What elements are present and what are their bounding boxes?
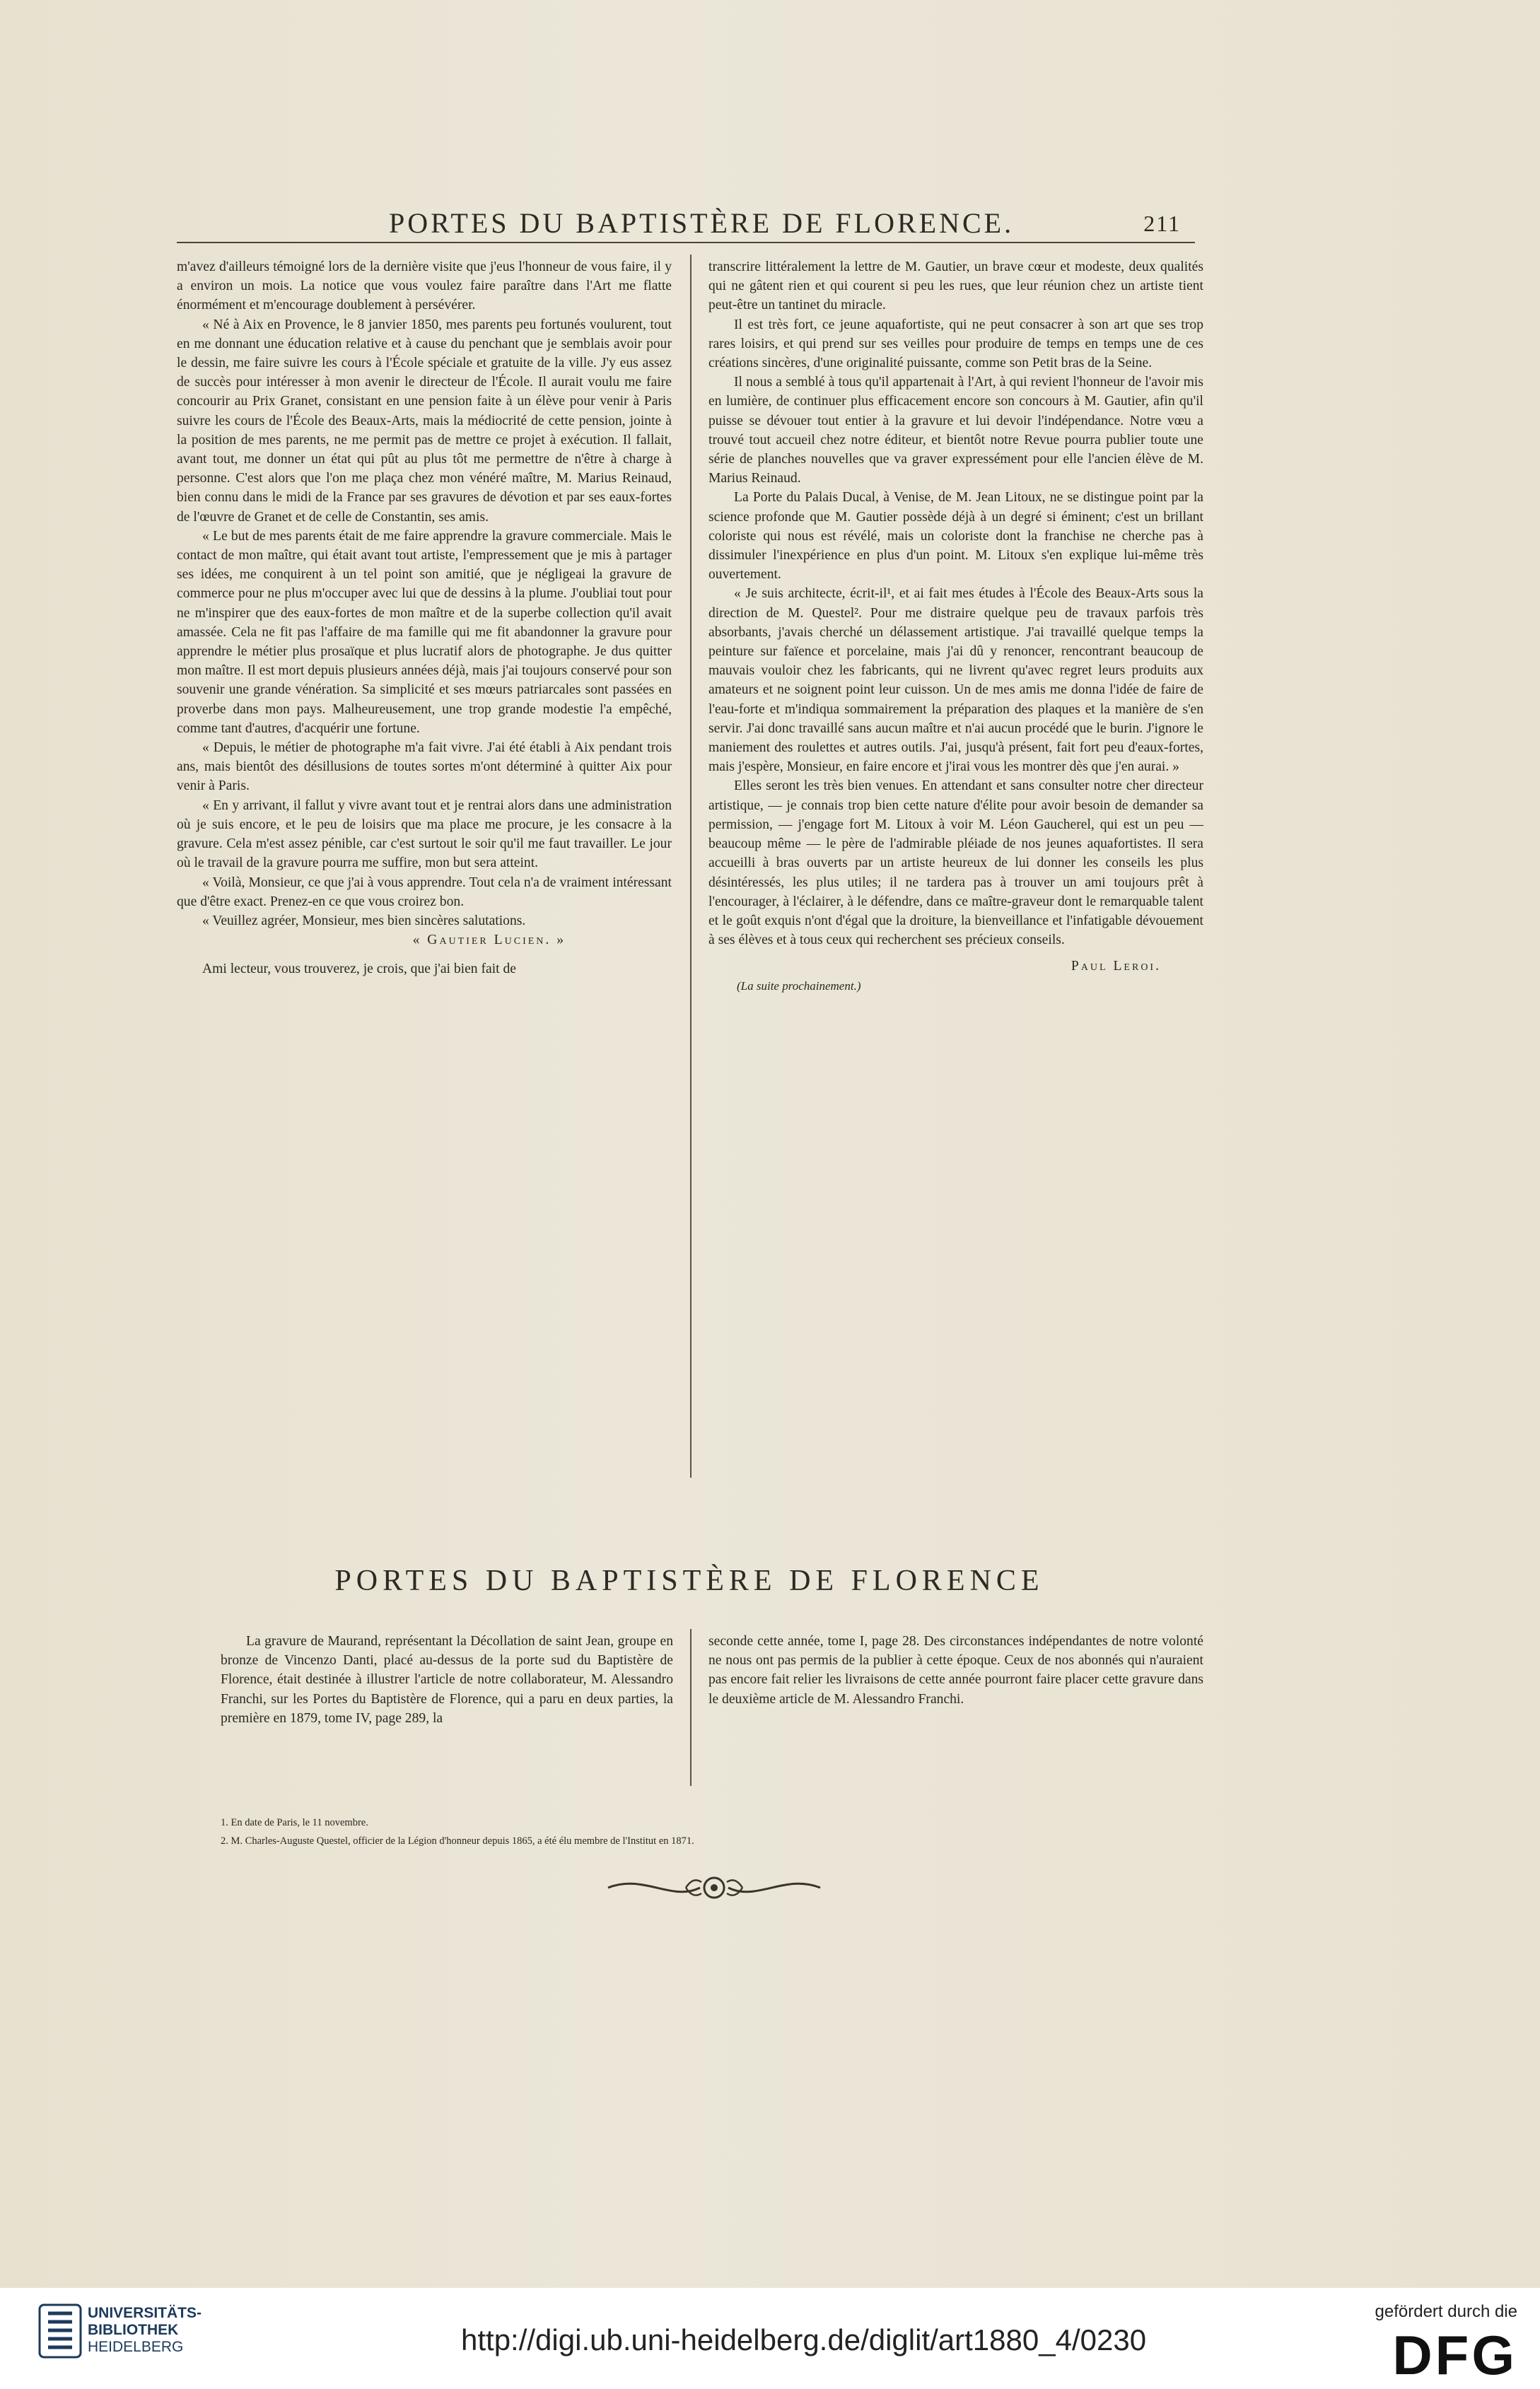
library-name-line: BIBLIOTHEK xyxy=(88,2322,179,2338)
section-right-column xyxy=(708,1632,1203,1709)
library-name xyxy=(88,2305,202,2356)
paragraph: « En y arrivant, il fallut y vivre avant tout et je rentrai alors dans une administration où je suis encore, et le peu de loisirs que ma place me procure, je les consacre à la gravure. Cela m'est assez pénible, car c'est surtout le soir qu'il me faut travailler. Le jour où le travail de la gravure pourra me suffire, mon but sera atteint. xyxy=(177,798,672,871)
paragraph: La gravure de Maurand, représentant la Décollation de saint Jean, groupe en bronze de Vincenzo Danti, placé au-dessus de la porte sud du Baptistère de Florence, était destinée à illustrer l'article de notre collaborateur, M. Alessandro Franchi, sur les Portes du Baptistère de Florence, qui a paru en deux parties, la première en 1879, tome IV, page 289, la xyxy=(221,1634,673,1726)
running-title: PORTES DU BAPTISTÈRE DE FLORENCE. xyxy=(389,207,1015,239)
paragraph: seconde cette année, tome I, page 28. Des circonstances indépendantes de notre volonté ne nous ont pas permis de la publier à cette époque. Ceux de nos abonnés qui n'auraient pas encore fait relier les livraisons de cette année pourront faire placer cette gravure dans le deuxième article de M. Alessandro Franchi. xyxy=(708,1634,1203,1707)
paragraph: Il nous a semblé à tous qu'il appartenait à l'Art, à qui revient l'honneur de l'avoir mis en lumière, de continuer plus efficacement encore son concours à M. Gautier, afin qu'il puisse se dévouer tout entier à la gravure et lui devoir l'indépendance. Notre vœu a trouvé tout accueil chez notre éditeur, et bientôt notre Revue pourra publier toute une série de planches nouvelles que va graver expressément pour elle l'ancien élève de M. Marius Reinaud. xyxy=(708,375,1203,486)
library-name-line: UNIVERSITÄTS- xyxy=(88,2305,202,2321)
paragraph: « Le but de mes parents était de me faire apprendre la gravure commerciale. Mais le contact de mon maître, qui était avant tout artiste, l'empressement que je mis à partager ses idées, me conquirent à un tel point son amitié, que je négligeai la gravure de commerce pour ne plus m'occuper avec lui que de dessins à la plume. J'oubliai tout pour ne m'inspirer que des eaux-fortes de mon maître et de la superbe collection qu'il avait amassée. Cela ne fit pas l'affaire de ma famille qui me fit abandonner la gravure pour apprendre le métier plus prosaïque et plus lucratif alors de photographe. Je dus quitter mon maître. Il est mort depuis plusieurs années déjà, mais j'ai toujours conservé pour son souvenir une grande vénération. Sa simplicité et ses mœurs patriarcales sont passées en proverbe dans mon pays. Malheureusement, une trop grande modestie l'a empêché, comme tant d'autres, d'acquérir une fortune. xyxy=(177,528,672,736)
footnote: 2. M. Charles-Auguste Questel, officier de la Légion d'honneur depuis 1865, a été élu membre de l'Institut en 1871. xyxy=(221,1835,694,1847)
permalink-url[interactable]: http://digi.ub.uni-heidelberg.de/diglit/art1880_4/0230 xyxy=(461,2323,1147,2356)
paragraph: « Veuillez agréer, Monsieur, mes bien sincères salutations. xyxy=(202,913,526,928)
page-number: 211 xyxy=(1143,211,1181,236)
column-rule xyxy=(690,255,692,1478)
running-head xyxy=(177,206,1195,243)
paragraph: Il est très fort, ce jeune aquafortiste, qui ne peut consacrer à son art que ses trop rares loisirs, et qui prend sur ses veilles pour produire de temps en temps une de ces créations sincères, d'une originalité puissante, comme son Petit bras de la Seine. xyxy=(708,317,1203,371)
author-signature: Paul Leroi. xyxy=(1071,959,1161,974)
section-left-column xyxy=(221,1632,673,1728)
paragraph: m'avez d'ailleurs témoigné lors de la dernière visite que j'eus l'honneur de vous faire, il y a environ un mois. La notice que vous voulez faire paraître dans l'Art me flatte énormément et m'encourage doublement à persévérer. xyxy=(177,259,672,313)
paragraph: La Porte du Palais Ducal, à Venise, de M. Jean Litoux, ne se distingue point par la science profonde que M. Gautier possède déjà à un degré si éminent; c'est un brillant coloriste qui nous est révélé, mais un coloriste dont la franchise ne cherche pas à dissimuler l'inexpérience en plus d'un point. M. Litoux s'en explique lui-même très ouvertement. xyxy=(708,490,1203,583)
continuation-note: (La suite prochainement.) xyxy=(737,979,861,993)
dfg-logo: DFG xyxy=(1392,2324,1517,2386)
fleuron-ornament-icon xyxy=(601,1867,827,1909)
letter-signature: « Gautier Lucien. » xyxy=(412,933,566,948)
paragraph: « Voilà, Monsieur, ce que j'ai à vous apprendre. Tout cela n'a de vraiment intéressant que d'être exact. Prenez-en ce que vous croirez bon. xyxy=(177,875,672,909)
footnote: 1. En date de Paris, le 11 novembre. xyxy=(221,1817,368,1828)
paragraph: « Je suis architecte, écrit-il¹, et ai fait mes études à l'École des Beaux-Arts sous la direction de M. Questel². Pour me distraire quelque peu de travaux parfois très absorbants, j'avais cherché un délassement artistique. J'ai travaillé quelque temps la peinture sur faïence et porcelaine, mais j'ai dû y renoncer, rencontrant beaucoup de mauvais vouloir chez les fabricants, qui ne livrent qu'avec regret leurs produits aux amateurs et ne soignent point leur cuisson. Un de mes amis me donna l'idée de faire de l'eau-forte et m'indiqua sommairement la préparation des plaques et la manière de s'en servir. J'ai donc travaillé sans aucun maître et n'ai aucun procédé que le burin. J'ignore le maniement des roulettes et autres outils. J'ai, jusqu'à présent, fait fort peu d'eaux-fortes, mais j'espère, Monsieur, en faire encore et j'irai vous les montrer dès que j'en aurai. » xyxy=(708,586,1203,775)
paragraph: « Né à Aix en Provence, le 8 janvier 1850, mes parents peu fortunés voulurent, tout en me donnant une éducation relative et à cause du penchant que je semblais avoir pour le dessin, me faire suivre les cours à l'École spéciale et gratuite de la ville. J'y eus assez de succès pour intéresser à mon avenir le directeur de l'École. Il aurait voulu me faire concourir au Prix Granet, consistant en une pension faite à un élève pour venir à Paris suivre les cours de l'École des Beaux-Arts, mais la médiocrité de cette pension, jointe à la position de mes parents, ne me permit pas de mettre ce projet à exécution. Il fallait, avant tout, me donner un état qui pût au plus tôt me permettre de n'être à charge à personne. C'est alors que l'on me plaça chez mon vénéré maître, M. Marius Reinaud, bien connu dans le midi de la France par ses gravures de dévotion et par ses eaux-fortes de l'œuvre de Granet et de celle de Constantin, ses amis. xyxy=(177,317,672,525)
footnotes xyxy=(221,1813,1211,1850)
column-rule xyxy=(690,1629,692,1786)
paragraph: transcrire littéralement la lettre de M. Gautier, un brave cœur et modeste, deux qualités qui ne gâtent rien et qui courent si peu les rues, que leur réunion chez un artiste tient peut-être un tantinet du miracle. xyxy=(708,259,1203,313)
library-name-line: HEIDELBERG xyxy=(88,2339,184,2355)
right-column xyxy=(708,257,1203,995)
paragraph: Elles seront les très bien venues. En attendant et sans consulter notre cher directeur artistique, — je connais trop bien cette nature d'élite pour avoir besoin de demander sa permission, — j'engage fort M. Litoux à voir M. Léon Gaucherel, qui est un peu — beaucoup même — le père de l'admirable pléiade de nos jeunes aquafortistes. Il sera accueilli à bras ouverts par un artiste heureux de lui donner les conseils les plus désintéressés, les plus utiles; il ne tardera pas à trouver un ami toujours prêt à l'encourager, à l'éclairer, à le défendre, dans ce maître-graveur dont le remarquable talent et le goût exquis n'ont d'égal que la droiture, la bienveillance et l'infatigable dévouement à ses élèves et à tous ceux qui recherchent ses précieux conseils. xyxy=(708,778,1203,948)
paragraph: « Depuis, le métier de photographe m'a fait vivre. J'ai été établi à Aix pendant trois ans, mais bientôt des désillusions de toutes sortes m'ont déterminé à quitter Aix pour venir à Paris. xyxy=(177,740,672,794)
paragraph: Ami lecteur, vous trouverez, je crois, que j'ai bien fait de xyxy=(202,962,516,977)
funding-caption: gefördert durch die xyxy=(1375,2302,1517,2321)
section-title: PORTES DU BAPTISTÈRE DE FLORENCE xyxy=(334,1565,1044,1597)
left-column xyxy=(177,257,672,979)
viewer-footer xyxy=(0,2288,1540,2389)
library-seal-icon xyxy=(38,2303,82,2359)
